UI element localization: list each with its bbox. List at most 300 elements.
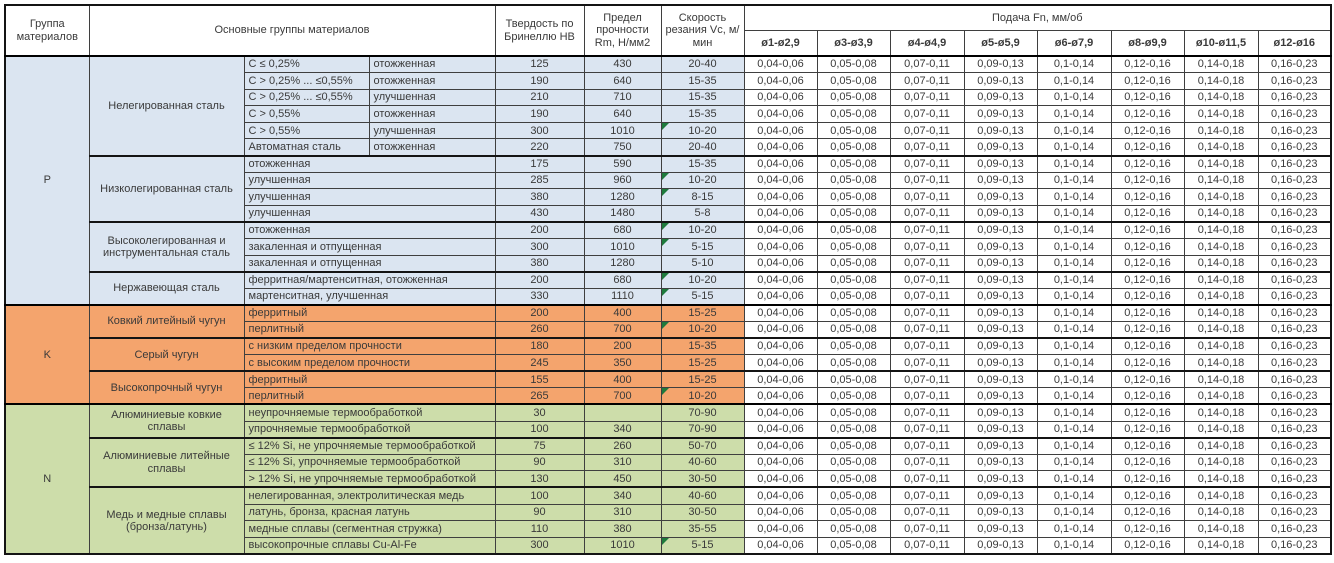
cell-feed-value[interactable]: 0,05-0,08 — [817, 73, 890, 90]
cell-feed-value[interactable]: 0,09-0,13 — [964, 189, 1037, 206]
cell-feed-value[interactable]: 0,16-0,23 — [1258, 89, 1331, 106]
cell-feed-value[interactable]: 0,09-0,13 — [964, 288, 1037, 305]
header-feed-diameter[interactable]: ø5-ø5,9 — [964, 30, 1037, 56]
cell-strength-rm[interactable]: 450 — [584, 471, 661, 488]
cell-carbon-spec[interactable]: Автоматная сталь — [244, 139, 369, 156]
cell-feed-value[interactable]: 0,12-0,16 — [1111, 371, 1184, 388]
cell-feed-value[interactable]: 0,09-0,13 — [964, 205, 1037, 222]
cell-feed-value[interactable]: 0,16-0,23 — [1258, 355, 1331, 372]
cell-strength-rm[interactable] — [584, 404, 661, 421]
cell-feed-value[interactable]: 0,12-0,16 — [1111, 56, 1184, 73]
cell-carbon-spec[interactable]: C > 0,25% ... ≤0,55% — [244, 73, 369, 90]
cell-feed-value[interactable]: 0,14-0,18 — [1184, 471, 1258, 488]
cell-feed-value[interactable]: 0,05-0,08 — [817, 355, 890, 372]
cell-feed-value[interactable]: 0,14-0,18 — [1184, 89, 1258, 106]
cell-feed-value[interactable]: 0,14-0,18 — [1184, 355, 1258, 372]
cell-feed-value[interactable]: 0,16-0,23 — [1258, 189, 1331, 206]
cell-feed-value[interactable]: 0,07-0,11 — [890, 404, 964, 421]
cell-feed-value[interactable]: 0,09-0,13 — [964, 537, 1037, 554]
cell-feed-value[interactable]: 0,05-0,08 — [817, 156, 890, 173]
cell-feed-value[interactable]: 0,07-0,11 — [890, 487, 964, 504]
cell-feed-value[interactable]: 0,1-0,14 — [1037, 338, 1111, 355]
cell-heat-state[interactable]: отожженная — [369, 139, 495, 156]
cell-feed-value[interactable]: 0,09-0,13 — [964, 89, 1037, 106]
cell-feed-value[interactable]: 0,16-0,23 — [1258, 172, 1331, 189]
cell-feed-value[interactable]: 0,14-0,18 — [1184, 222, 1258, 239]
cell-feed-value[interactable]: 0,1-0,14 — [1037, 355, 1111, 372]
cell-feed-value[interactable]: 0,12-0,16 — [1111, 421, 1184, 438]
cell-feed-value[interactable]: 0,09-0,13 — [964, 454, 1037, 471]
cell-feed-value[interactable]: 0,09-0,13 — [964, 338, 1037, 355]
cell-feed-value[interactable]: 0,14-0,18 — [1184, 205, 1258, 222]
cell-strength-rm[interactable]: 640 — [584, 106, 661, 123]
cell-feed-value[interactable]: 0,09-0,13 — [964, 388, 1037, 405]
cell-feed-value[interactable]: 0,04-0,06 — [744, 255, 817, 272]
cell-speed-vc[interactable] — [661, 305, 744, 322]
cell-feed-value[interactable]: 0,14-0,18 — [1184, 421, 1258, 438]
cell-feed-value[interactable]: 0,04-0,06 — [744, 537, 817, 554]
cell-feed-value[interactable]: 0,07-0,11 — [890, 521, 964, 538]
cell-feed-value[interactable]: 0,04-0,06 — [744, 404, 817, 421]
cell-strength-rm[interactable]: 710 — [584, 89, 661, 106]
cell-feed-value[interactable]: 0,14-0,18 — [1184, 106, 1258, 123]
cell-feed-value[interactable]: 0,09-0,13 — [964, 222, 1037, 239]
cell-hardness-hb[interactable]: 300 — [495, 537, 584, 554]
cell-feed-value[interactable]: 0,12-0,16 — [1111, 487, 1184, 504]
cell-subgroup-name[interactable]: Ковкий литейный чугун — [89, 305, 244, 338]
cell-strength-rm[interactable]: 700 — [584, 388, 661, 405]
cell-strength-rm[interactable]: 1010 — [584, 122, 661, 139]
cell-strength-rm[interactable]: 680 — [584, 272, 661, 289]
cell-feed-value[interactable]: 0,05-0,08 — [817, 487, 890, 504]
cell-speed-vc[interactable] — [661, 504, 744, 521]
cell-feed-value[interactable]: 0,05-0,08 — [817, 305, 890, 322]
cell-feed-value[interactable]: 0,04-0,06 — [744, 438, 817, 455]
cell-speed-vc[interactable] — [661, 222, 744, 239]
cell-hardness-hb[interactable]: 90 — [495, 504, 584, 521]
cell-strength-rm[interactable]: 400 — [584, 305, 661, 322]
cell-feed-value[interactable]: 0,05-0,08 — [817, 56, 890, 73]
cell-feed-value[interactable]: 0,14-0,18 — [1184, 487, 1258, 504]
cell-speed-vc[interactable] — [661, 355, 744, 372]
cell-material-desc[interactable]: закаленная и отпущенная — [244, 255, 495, 272]
cell-feed-value[interactable]: 0,04-0,06 — [744, 122, 817, 139]
cell-feed-value[interactable]: 0,16-0,23 — [1258, 454, 1331, 471]
cell-feed-value[interactable]: 0,05-0,08 — [817, 239, 890, 256]
cell-subgroup-name[interactable]: Медь и медные сплавы (бронза/латунь) — [89, 487, 244, 553]
cell-feed-value[interactable]: 0,04-0,06 — [744, 288, 817, 305]
cell-feed-value[interactable]: 0,09-0,13 — [964, 56, 1037, 73]
cell-strength-rm[interactable]: 1280 — [584, 255, 661, 272]
cell-material-desc[interactable]: отожженная — [244, 156, 495, 173]
cell-speed-vc[interactable] — [661, 73, 744, 90]
cell-speed-vc[interactable] — [661, 106, 744, 123]
cell-material-desc[interactable]: латунь, бронза, красная латунь — [244, 504, 495, 521]
cell-feed-value[interactable]: 0,04-0,06 — [744, 222, 817, 239]
cell-feed-value[interactable]: 0,09-0,13 — [964, 122, 1037, 139]
cell-feed-value[interactable]: 0,05-0,08 — [817, 421, 890, 438]
cell-feed-value[interactable]: 0,09-0,13 — [964, 404, 1037, 421]
cell-feed-value[interactable]: 0,12-0,16 — [1111, 106, 1184, 123]
cell-feed-value[interactable]: 0,1-0,14 — [1037, 172, 1111, 189]
cell-feed-value[interactable]: 0,04-0,06 — [744, 205, 817, 222]
cell-feed-value[interactable]: 0,09-0,13 — [964, 371, 1037, 388]
cell-hardness-hb[interactable]: 380 — [495, 189, 584, 206]
cell-heat-state[interactable]: отожженная — [369, 73, 495, 90]
cell-feed-value[interactable]: 0,1-0,14 — [1037, 56, 1111, 73]
cell-feed-value[interactable]: 0,07-0,11 — [890, 205, 964, 222]
cell-feed-value[interactable]: 0,05-0,08 — [817, 122, 890, 139]
cell-feed-value[interactable]: 0,09-0,13 — [964, 156, 1037, 173]
cell-feed-value[interactable]: 0,07-0,11 — [890, 222, 964, 239]
cell-feed-value[interactable]: 0,07-0,11 — [890, 189, 964, 206]
cell-strength-rm[interactable]: 640 — [584, 73, 661, 90]
cell-feed-value[interactable]: 0,07-0,11 — [890, 504, 964, 521]
header-feed-diameter[interactable]: ø12-ø16 — [1258, 30, 1331, 56]
cell-material-desc[interactable]: отожженная — [244, 222, 495, 239]
cell-feed-value[interactable]: 0,12-0,16 — [1111, 355, 1184, 372]
header-feed-diameter[interactable]: ø1-ø2,9 — [744, 30, 817, 56]
cell-material-desc[interactable]: ферритная/мартенситная, отожженная — [244, 272, 495, 289]
cell-hardness-hb[interactable]: 300 — [495, 239, 584, 256]
cell-strength-rm[interactable]: 1280 — [584, 189, 661, 206]
cell-feed-value[interactable]: 0,07-0,11 — [890, 471, 964, 488]
cell-speed-vc[interactable] — [661, 454, 744, 471]
cell-material-desc[interactable]: упрочняемые термообработкой — [244, 421, 495, 438]
cell-feed-value[interactable]: 0,05-0,08 — [817, 255, 890, 272]
cell-feed-value[interactable]: 0,1-0,14 — [1037, 388, 1111, 405]
cell-feed-value[interactable]: 0,12-0,16 — [1111, 537, 1184, 554]
cell-feed-value[interactable]: 0,09-0,13 — [964, 487, 1037, 504]
cell-feed-value[interactable]: 0,1-0,14 — [1037, 156, 1111, 173]
cell-feed-value[interactable]: 0,04-0,06 — [744, 56, 817, 73]
cell-speed-vc[interactable] — [661, 537, 744, 554]
cell-feed-value[interactable]: 0,1-0,14 — [1037, 521, 1111, 538]
header-brinell-hardness[interactable]: Твердость по Бринеллю HB — [495, 5, 584, 56]
cell-feed-value[interactable]: 0,16-0,23 — [1258, 305, 1331, 322]
cell-feed-value[interactable]: 0,14-0,18 — [1184, 454, 1258, 471]
cell-feed-value[interactable]: 0,04-0,06 — [744, 272, 817, 289]
cell-feed-value[interactable]: 0,07-0,11 — [890, 338, 964, 355]
cell-feed-value[interactable]: 0,05-0,08 — [817, 404, 890, 421]
cell-feed-value[interactable]: 0,09-0,13 — [964, 106, 1037, 123]
cell-feed-value[interactable]: 0,1-0,14 — [1037, 421, 1111, 438]
cell-feed-value[interactable]: 0,05-0,08 — [817, 338, 890, 355]
cell-feed-value[interactable]: 0,14-0,18 — [1184, 239, 1258, 256]
cell-feed-value[interactable]: 0,09-0,13 — [964, 355, 1037, 372]
header-material-group[interactable]: Группа материалов — [5, 5, 89, 56]
cell-feed-value[interactable]: 0,14-0,18 — [1184, 56, 1258, 73]
cell-feed-value[interactable]: 0,04-0,06 — [744, 139, 817, 156]
header-feed-title[interactable]: Подача Fn, мм/об — [744, 5, 1331, 30]
cell-speed-vc[interactable] — [661, 189, 744, 206]
cell-feed-value[interactable]: 0,12-0,16 — [1111, 172, 1184, 189]
cell-feed-value[interactable]: 0,14-0,18 — [1184, 255, 1258, 272]
cell-feed-value[interactable]: 0,07-0,11 — [890, 288, 964, 305]
cell-hardness-hb[interactable]: 330 — [495, 288, 584, 305]
cell-feed-value[interactable]: 0,04-0,06 — [744, 156, 817, 173]
cell-feed-value[interactable]: 0,07-0,11 — [890, 73, 964, 90]
cell-feed-value[interactable]: 0,1-0,14 — [1037, 272, 1111, 289]
cell-feed-value[interactable]: 0,1-0,14 — [1037, 122, 1111, 139]
cell-feed-value[interactable]: 0,09-0,13 — [964, 255, 1037, 272]
header-feed-diameter[interactable]: ø4-ø4,9 — [890, 30, 964, 56]
cell-feed-value[interactable]: 0,16-0,23 — [1258, 438, 1331, 455]
cell-feed-value[interactable]: 0,07-0,11 — [890, 322, 964, 339]
header-tensile-strength[interactable]: Предел прочности Rm, Н/мм2 — [584, 5, 661, 56]
cell-material-desc[interactable]: с высоким пределом прочности — [244, 355, 495, 372]
cell-hardness-hb[interactable]: 75 — [495, 438, 584, 455]
cell-feed-value[interactable]: 0,12-0,16 — [1111, 89, 1184, 106]
cell-feed-value[interactable]: 0,07-0,11 — [890, 537, 964, 554]
cell-feed-value[interactable]: 0,16-0,23 — [1258, 156, 1331, 173]
cell-feed-value[interactable]: 0,04-0,06 — [744, 172, 817, 189]
cell-strength-rm[interactable]: 340 — [584, 487, 661, 504]
cell-hardness-hb[interactable]: 200 — [495, 222, 584, 239]
cell-feed-value[interactable]: 0,14-0,18 — [1184, 404, 1258, 421]
header-main-groups[interactable]: Основные группы материалов — [89, 5, 495, 56]
cell-speed-vc[interactable] — [661, 122, 744, 139]
cell-feed-value[interactable]: 0,1-0,14 — [1037, 288, 1111, 305]
cell-material-desc[interactable]: > 12% Si, не упрочняемые термообработкой — [244, 471, 495, 488]
cell-feed-value[interactable]: 0,05-0,08 — [817, 205, 890, 222]
cell-feed-value[interactable]: 0,05-0,08 — [817, 322, 890, 339]
cell-hardness-hb[interactable]: 200 — [495, 305, 584, 322]
cell-feed-value[interactable]: 0,12-0,16 — [1111, 139, 1184, 156]
cell-feed-value[interactable]: 0,04-0,06 — [744, 504, 817, 521]
cell-material-desc[interactable]: с низким пределом прочности — [244, 338, 495, 355]
cell-strength-rm[interactable]: 350 — [584, 355, 661, 372]
cell-feed-value[interactable]: 0,16-0,23 — [1258, 272, 1331, 289]
cell-material-desc[interactable]: перлитный — [244, 322, 495, 339]
cell-feed-value[interactable]: 0,14-0,18 — [1184, 521, 1258, 538]
cell-feed-value[interactable]: 0,07-0,11 — [890, 56, 964, 73]
cell-feed-value[interactable]: 0,16-0,23 — [1258, 139, 1331, 156]
cell-feed-value[interactable]: 0,12-0,16 — [1111, 156, 1184, 173]
cell-feed-value[interactable]: 0,04-0,06 — [744, 487, 817, 504]
cell-feed-value[interactable]: 0,14-0,18 — [1184, 139, 1258, 156]
cell-feed-value[interactable]: 0,07-0,11 — [890, 438, 964, 455]
cell-feed-value[interactable]: 0,12-0,16 — [1111, 205, 1184, 222]
header-feed-diameter[interactable]: ø10-ø11,5 — [1184, 30, 1258, 56]
cell-feed-value[interactable]: 0,04-0,06 — [744, 421, 817, 438]
cell-hardness-hb[interactable]: 130 — [495, 471, 584, 488]
cell-feed-value[interactable]: 0,07-0,11 — [890, 371, 964, 388]
cell-speed-vc[interactable] — [661, 388, 744, 405]
cell-carbon-spec[interactable]: C > 0,55% — [244, 106, 369, 123]
cell-feed-value[interactable]: 0,16-0,23 — [1258, 338, 1331, 355]
cell-feed-value[interactable]: 0,05-0,08 — [817, 471, 890, 488]
cell-feed-value[interactable]: 0,09-0,13 — [964, 504, 1037, 521]
cell-hardness-hb[interactable]: 110 — [495, 521, 584, 538]
cell-strength-rm[interactable]: 680 — [584, 222, 661, 239]
cell-material-desc[interactable]: улучшенная — [244, 172, 495, 189]
cell-feed-value[interactable]: 0,1-0,14 — [1037, 205, 1111, 222]
cell-speed-vc[interactable] — [661, 205, 744, 222]
cell-feed-value[interactable]: 0,09-0,13 — [964, 272, 1037, 289]
cell-feed-value[interactable]: 0,05-0,08 — [817, 454, 890, 471]
cell-feed-value[interactable]: 0,1-0,14 — [1037, 438, 1111, 455]
cell-feed-value[interactable]: 0,1-0,14 — [1037, 504, 1111, 521]
cell-strength-rm[interactable]: 590 — [584, 156, 661, 173]
cell-group-letter[interactable]: N — [5, 404, 89, 553]
cell-feed-value[interactable]: 0,14-0,18 — [1184, 288, 1258, 305]
cell-hardness-hb[interactable]: 265 — [495, 388, 584, 405]
cell-feed-value[interactable]: 0,16-0,23 — [1258, 537, 1331, 554]
cell-heat-state[interactable]: улучшенная — [369, 89, 495, 106]
cell-feed-value[interactable]: 0,16-0,23 — [1258, 388, 1331, 405]
cell-feed-value[interactable]: 0,04-0,06 — [744, 388, 817, 405]
cell-feed-value[interactable]: 0,07-0,11 — [890, 172, 964, 189]
cell-feed-value[interactable]: 0,12-0,16 — [1111, 438, 1184, 455]
cell-material-desc[interactable]: ферритный — [244, 305, 495, 322]
cell-material-desc[interactable]: перлитный — [244, 388, 495, 405]
cell-feed-value[interactable]: 0,05-0,08 — [817, 288, 890, 305]
cell-subgroup-name[interactable]: Нержавеющая сталь — [89, 272, 244, 305]
cell-feed-value[interactable]: 0,12-0,16 — [1111, 322, 1184, 339]
cell-feed-value[interactable]: 0,16-0,23 — [1258, 404, 1331, 421]
cell-feed-value[interactable]: 0,14-0,18 — [1184, 438, 1258, 455]
cell-hardness-hb[interactable]: 175 — [495, 156, 584, 173]
cell-feed-value[interactable]: 0,05-0,08 — [817, 388, 890, 405]
cell-hardness-hb[interactable]: 100 — [495, 421, 584, 438]
cell-feed-value[interactable]: 0,09-0,13 — [964, 172, 1037, 189]
cell-material-desc[interactable]: ферритный — [244, 371, 495, 388]
cell-material-desc[interactable]: нелегированная, электролитическая медь — [244, 487, 495, 504]
cell-feed-value[interactable]: 0,14-0,18 — [1184, 338, 1258, 355]
cell-feed-value[interactable]: 0,12-0,16 — [1111, 288, 1184, 305]
cell-strength-rm[interactable]: 310 — [584, 454, 661, 471]
cell-feed-value[interactable]: 0,1-0,14 — [1037, 189, 1111, 206]
cell-feed-value[interactable]: 0,04-0,06 — [744, 239, 817, 256]
cell-feed-value[interactable]: 0,05-0,08 — [817, 521, 890, 538]
cell-feed-value[interactable]: 0,05-0,08 — [817, 139, 890, 156]
cell-feed-value[interactable]: 0,09-0,13 — [964, 73, 1037, 90]
cell-feed-value[interactable]: 0,07-0,11 — [890, 106, 964, 123]
cell-speed-vc[interactable] — [661, 288, 744, 305]
cell-feed-value[interactable]: 0,16-0,23 — [1258, 73, 1331, 90]
cell-hardness-hb[interactable]: 285 — [495, 172, 584, 189]
cell-hardness-hb[interactable]: 210 — [495, 89, 584, 106]
cell-feed-value[interactable]: 0,09-0,13 — [964, 239, 1037, 256]
cell-speed-vc[interactable] — [661, 89, 744, 106]
cell-feed-value[interactable]: 0,12-0,16 — [1111, 255, 1184, 272]
cell-hardness-hb[interactable]: 190 — [495, 106, 584, 123]
cell-feed-value[interactable]: 0,16-0,23 — [1258, 421, 1331, 438]
cell-feed-value[interactable]: 0,14-0,18 — [1184, 189, 1258, 206]
cell-feed-value[interactable]: 0,04-0,06 — [744, 371, 817, 388]
cell-carbon-spec[interactable]: C > 0,55% — [244, 122, 369, 139]
cell-feed-value[interactable]: 0,1-0,14 — [1037, 454, 1111, 471]
cell-hardness-hb[interactable]: 245 — [495, 355, 584, 372]
cell-speed-vc[interactable] — [661, 239, 744, 256]
cell-feed-value[interactable]: 0,04-0,06 — [744, 189, 817, 206]
cell-material-desc[interactable]: улучшенная — [244, 189, 495, 206]
cell-feed-value[interactable]: 0,07-0,11 — [890, 421, 964, 438]
cell-speed-vc[interactable] — [661, 156, 744, 173]
cell-strength-rm[interactable]: 1480 — [584, 205, 661, 222]
cell-feed-value[interactable]: 0,07-0,11 — [890, 156, 964, 173]
cell-strength-rm[interactable]: 1010 — [584, 537, 661, 554]
cell-feed-value[interactable]: 0,14-0,18 — [1184, 322, 1258, 339]
cell-feed-value[interactable]: 0,14-0,18 — [1184, 305, 1258, 322]
cell-feed-value[interactable]: 0,16-0,23 — [1258, 471, 1331, 488]
cell-hardness-hb[interactable]: 220 — [495, 139, 584, 156]
cell-carbon-spec[interactable]: C ≤ 0,25% — [244, 56, 369, 73]
cell-hardness-hb[interactable]: 155 — [495, 371, 584, 388]
cell-hardness-hb[interactable]: 125 — [495, 56, 584, 73]
cell-hardness-hb[interactable]: 180 — [495, 338, 584, 355]
cell-feed-value[interactable]: 0,07-0,11 — [890, 272, 964, 289]
cell-feed-value[interactable]: 0,09-0,13 — [964, 438, 1037, 455]
cell-speed-vc[interactable] — [661, 338, 744, 355]
header-feed-diameter[interactable]: ø6-ø7,9 — [1037, 30, 1111, 56]
cell-feed-value[interactable]: 0,1-0,14 — [1037, 222, 1111, 239]
cell-feed-value[interactable]: 0,14-0,18 — [1184, 537, 1258, 554]
cell-feed-value[interactable]: 0,04-0,06 — [744, 322, 817, 339]
cell-feed-value[interactable]: 0,1-0,14 — [1037, 255, 1111, 272]
cell-heat-state[interactable]: отожженная — [369, 56, 495, 73]
cell-feed-value[interactable]: 0,12-0,16 — [1111, 388, 1184, 405]
cell-strength-rm[interactable]: 700 — [584, 322, 661, 339]
cell-feed-value[interactable]: 0,05-0,08 — [817, 172, 890, 189]
cell-feed-value[interactable]: 0,12-0,16 — [1111, 239, 1184, 256]
cell-speed-vc[interactable] — [661, 438, 744, 455]
cell-subgroup-name[interactable]: Алюминиевые литейные сплавы — [89, 438, 244, 488]
cell-feed-value[interactable]: 0,07-0,11 — [890, 122, 964, 139]
cell-feed-value[interactable]: 0,12-0,16 — [1111, 504, 1184, 521]
cell-feed-value[interactable]: 0,04-0,06 — [744, 305, 817, 322]
cell-feed-value[interactable]: 0,1-0,14 — [1037, 239, 1111, 256]
cell-strength-rm[interactable]: 400 — [584, 371, 661, 388]
cell-feed-value[interactable]: 0,04-0,06 — [744, 471, 817, 488]
cell-subgroup-name[interactable]: Алюминиевые ковкие сплавы — [89, 404, 244, 437]
cell-strength-rm[interactable]: 310 — [584, 504, 661, 521]
cell-feed-value[interactable]: 0,05-0,08 — [817, 222, 890, 239]
cell-feed-value[interactable]: 0,1-0,14 — [1037, 471, 1111, 488]
cell-feed-value[interactable]: 0,14-0,18 — [1184, 272, 1258, 289]
cell-feed-value[interactable]: 0,09-0,13 — [964, 139, 1037, 156]
cell-feed-value[interactable]: 0,12-0,16 — [1111, 122, 1184, 139]
cell-feed-value[interactable]: 0,04-0,06 — [744, 454, 817, 471]
cell-hardness-hb[interactable]: 30 — [495, 404, 584, 421]
cell-speed-vc[interactable] — [661, 56, 744, 73]
cell-speed-vc[interactable] — [661, 172, 744, 189]
cell-feed-value[interactable]: 0,12-0,16 — [1111, 189, 1184, 206]
cell-heat-state[interactable]: улучшенная — [369, 122, 495, 139]
cell-hardness-hb[interactable]: 260 — [495, 322, 584, 339]
header-feed-diameter[interactable]: ø8-ø9,9 — [1111, 30, 1184, 56]
cell-feed-value[interactable]: 0,1-0,14 — [1037, 106, 1111, 123]
cell-feed-value[interactable]: 0,05-0,08 — [817, 438, 890, 455]
cell-speed-vc[interactable] — [661, 421, 744, 438]
cell-feed-value[interactable]: 0,05-0,08 — [817, 89, 890, 106]
cell-feed-value[interactable]: 0,1-0,14 — [1037, 139, 1111, 156]
cell-feed-value[interactable]: 0,14-0,18 — [1184, 504, 1258, 521]
cell-feed-value[interactable]: 0,05-0,08 — [817, 106, 890, 123]
cell-material-desc[interactable]: закаленная и отпущенная — [244, 239, 495, 256]
cell-feed-value[interactable]: 0,07-0,11 — [890, 388, 964, 405]
cell-feed-value[interactable]: 0,1-0,14 — [1037, 487, 1111, 504]
cell-subgroup-name[interactable]: Серый чугун — [89, 338, 244, 371]
cell-feed-value[interactable]: 0,12-0,16 — [1111, 454, 1184, 471]
cell-speed-vc[interactable] — [661, 487, 744, 504]
cell-strength-rm[interactable]: 380 — [584, 521, 661, 538]
cell-material-desc[interactable]: ≤ 12% Si, упрочняемые термообработкой — [244, 454, 495, 471]
cell-feed-value[interactable]: 0,16-0,23 — [1258, 521, 1331, 538]
cell-feed-value[interactable]: 0,1-0,14 — [1037, 305, 1111, 322]
cell-carbon-spec[interactable]: C > 0,25% ... ≤0,55% — [244, 89, 369, 106]
